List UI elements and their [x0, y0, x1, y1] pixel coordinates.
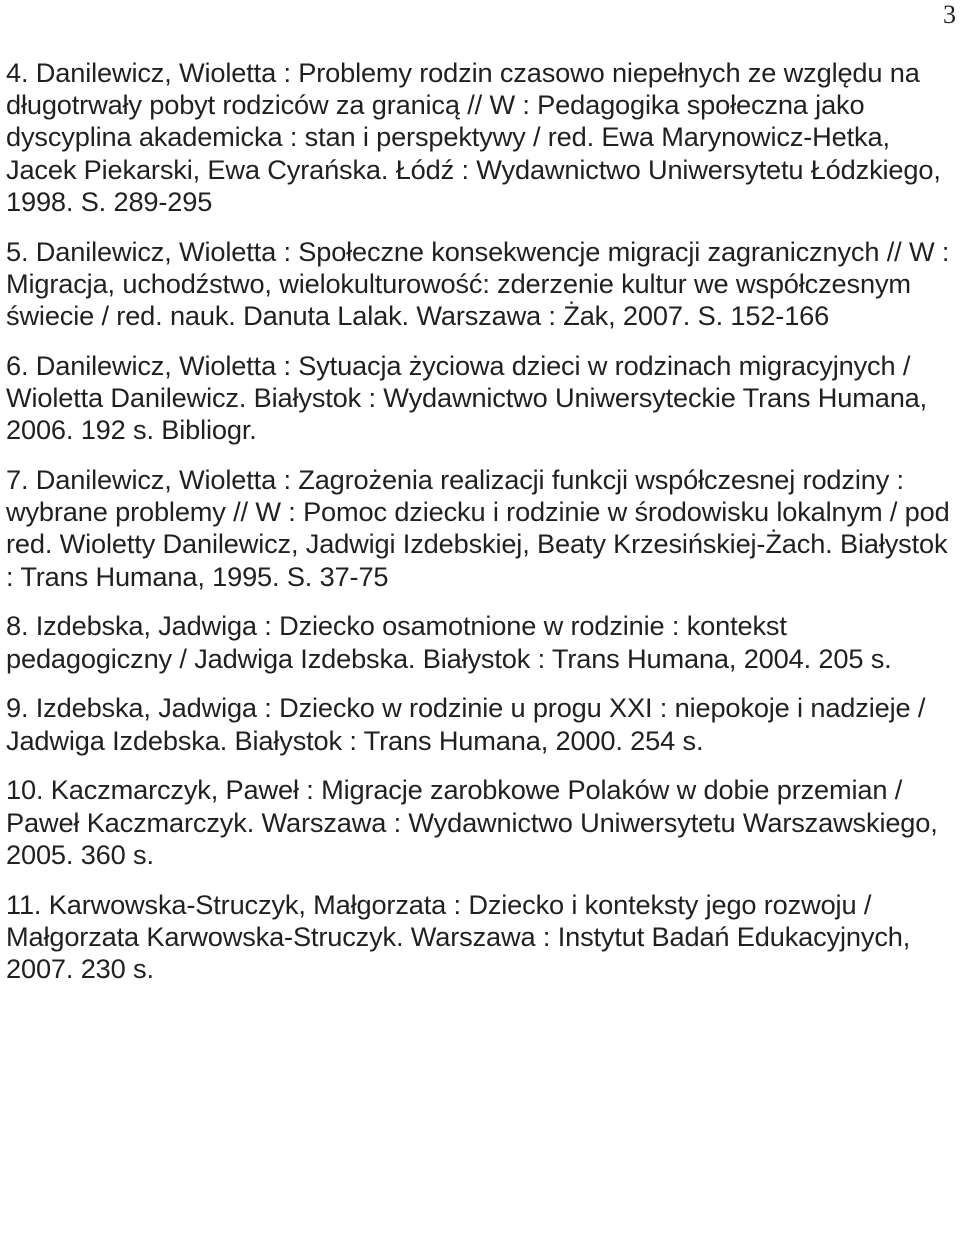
entry-number: 8.	[6, 610, 29, 642]
bibliography-entry	[6, 774, 956, 871]
bibliography-entry	[6, 610, 956, 674]
bibliography-entry	[6, 350, 956, 447]
entry-text: Danilewicz, Wioletta : Sytuacja życiowa dzieci w rodzinach migracyjnych / Wioletta Danilewicz. Białystok : Wydawnictwo Uniwersyteckie Trans Humana, 2006. 192 s. Bibliogr.	[6, 349, 928, 446]
entry-number: 4.	[6, 57, 29, 88]
page-number: 3	[943, 0, 956, 29]
entry-text: Danilewicz, Wioletta : Zagrożenia realizacji funkcji współczesnej rodziny : wybrane problemy // W : Pomoc dziecku i rodzinie w środowisku lokalnym / pod red. Wioletty Danilewicz, Jadwigi Izdebskiej, Beaty Krzesińskiej-Żach. Białystok : Trans Humana, 1995. S. 37-75	[6, 464, 950, 592]
entry-number: 11.	[6, 888, 42, 920]
entry-number: 5.	[6, 235, 29, 267]
entry-text: Danilewicz, Wioletta : Problemy rodzin czasowo niepełnych ze względu na długotrwały pobyt rodziców za granicą // W : Pedagogika społeczna jako dyscyplina akademicka : stan i perspektywy / red. Ewa Marynowicz-Hetka, Jacek Piekarski, Ewa Cyrańska. Łódź : Wydawnictwo Uniwersytetu Łódzkiego, 1998. S. 289-295	[6, 57, 941, 217]
entry-text: Izdebska, Jadwiga : Dziecko osamotnione w rodzinie : kontekst pedagogiczny / Jadwiga Izdebska. Białystok : Trans Humana, 2004. 205 s.	[6, 610, 892, 674]
entry-number: 9.	[6, 692, 29, 724]
entry-text: Danilewicz, Wioletta : Społeczne konsekwencje migracji zagranicznych // W : Migracja, uchodźstwo, wielokulturowość: zderzenie kultur we współczesnym świecie / red. nauk. Danuta Lalak. Warszawa : Żak, 2007. S. 152-166	[6, 235, 950, 332]
entry-text: Kaczmarczyk, Paweł : Migracje zarobkowe Polaków w dobie przemian / Paweł Kaczmarczyk. Warszawa : Wydawnictwo Uniwersytetu Warszawskiego, 2005. 360 s.	[6, 774, 938, 870]
bibliography-entry	[6, 692, 956, 756]
entry-text: Karwowska-Struczyk, Małgorzata : Dziecko i konteksty jego rozwoju / Małgorzata Karwowska-Struczyk. Warszawa : Instytut Badań Edukacyjnych, 2007. 230 s.	[6, 888, 911, 985]
entry-number: 10.	[6, 774, 44, 806]
bibliography-entry	[6, 236, 956, 333]
entry-number: 6.	[6, 349, 29, 381]
bibliography-entry	[6, 464, 956, 593]
bibliography-list	[6, 57, 956, 1003]
entry-text: Izdebska, Jadwiga : Dziecko w rodzinie u progu XXI : niepokoje i nadzieje / Jadwiga Izdebska. Białystok : Trans Humana, 2000. 254 s.	[6, 692, 926, 756]
bibliography-entry	[6, 57, 956, 218]
bibliography-entry	[6, 889, 956, 986]
entry-number: 7.	[6, 464, 29, 496]
